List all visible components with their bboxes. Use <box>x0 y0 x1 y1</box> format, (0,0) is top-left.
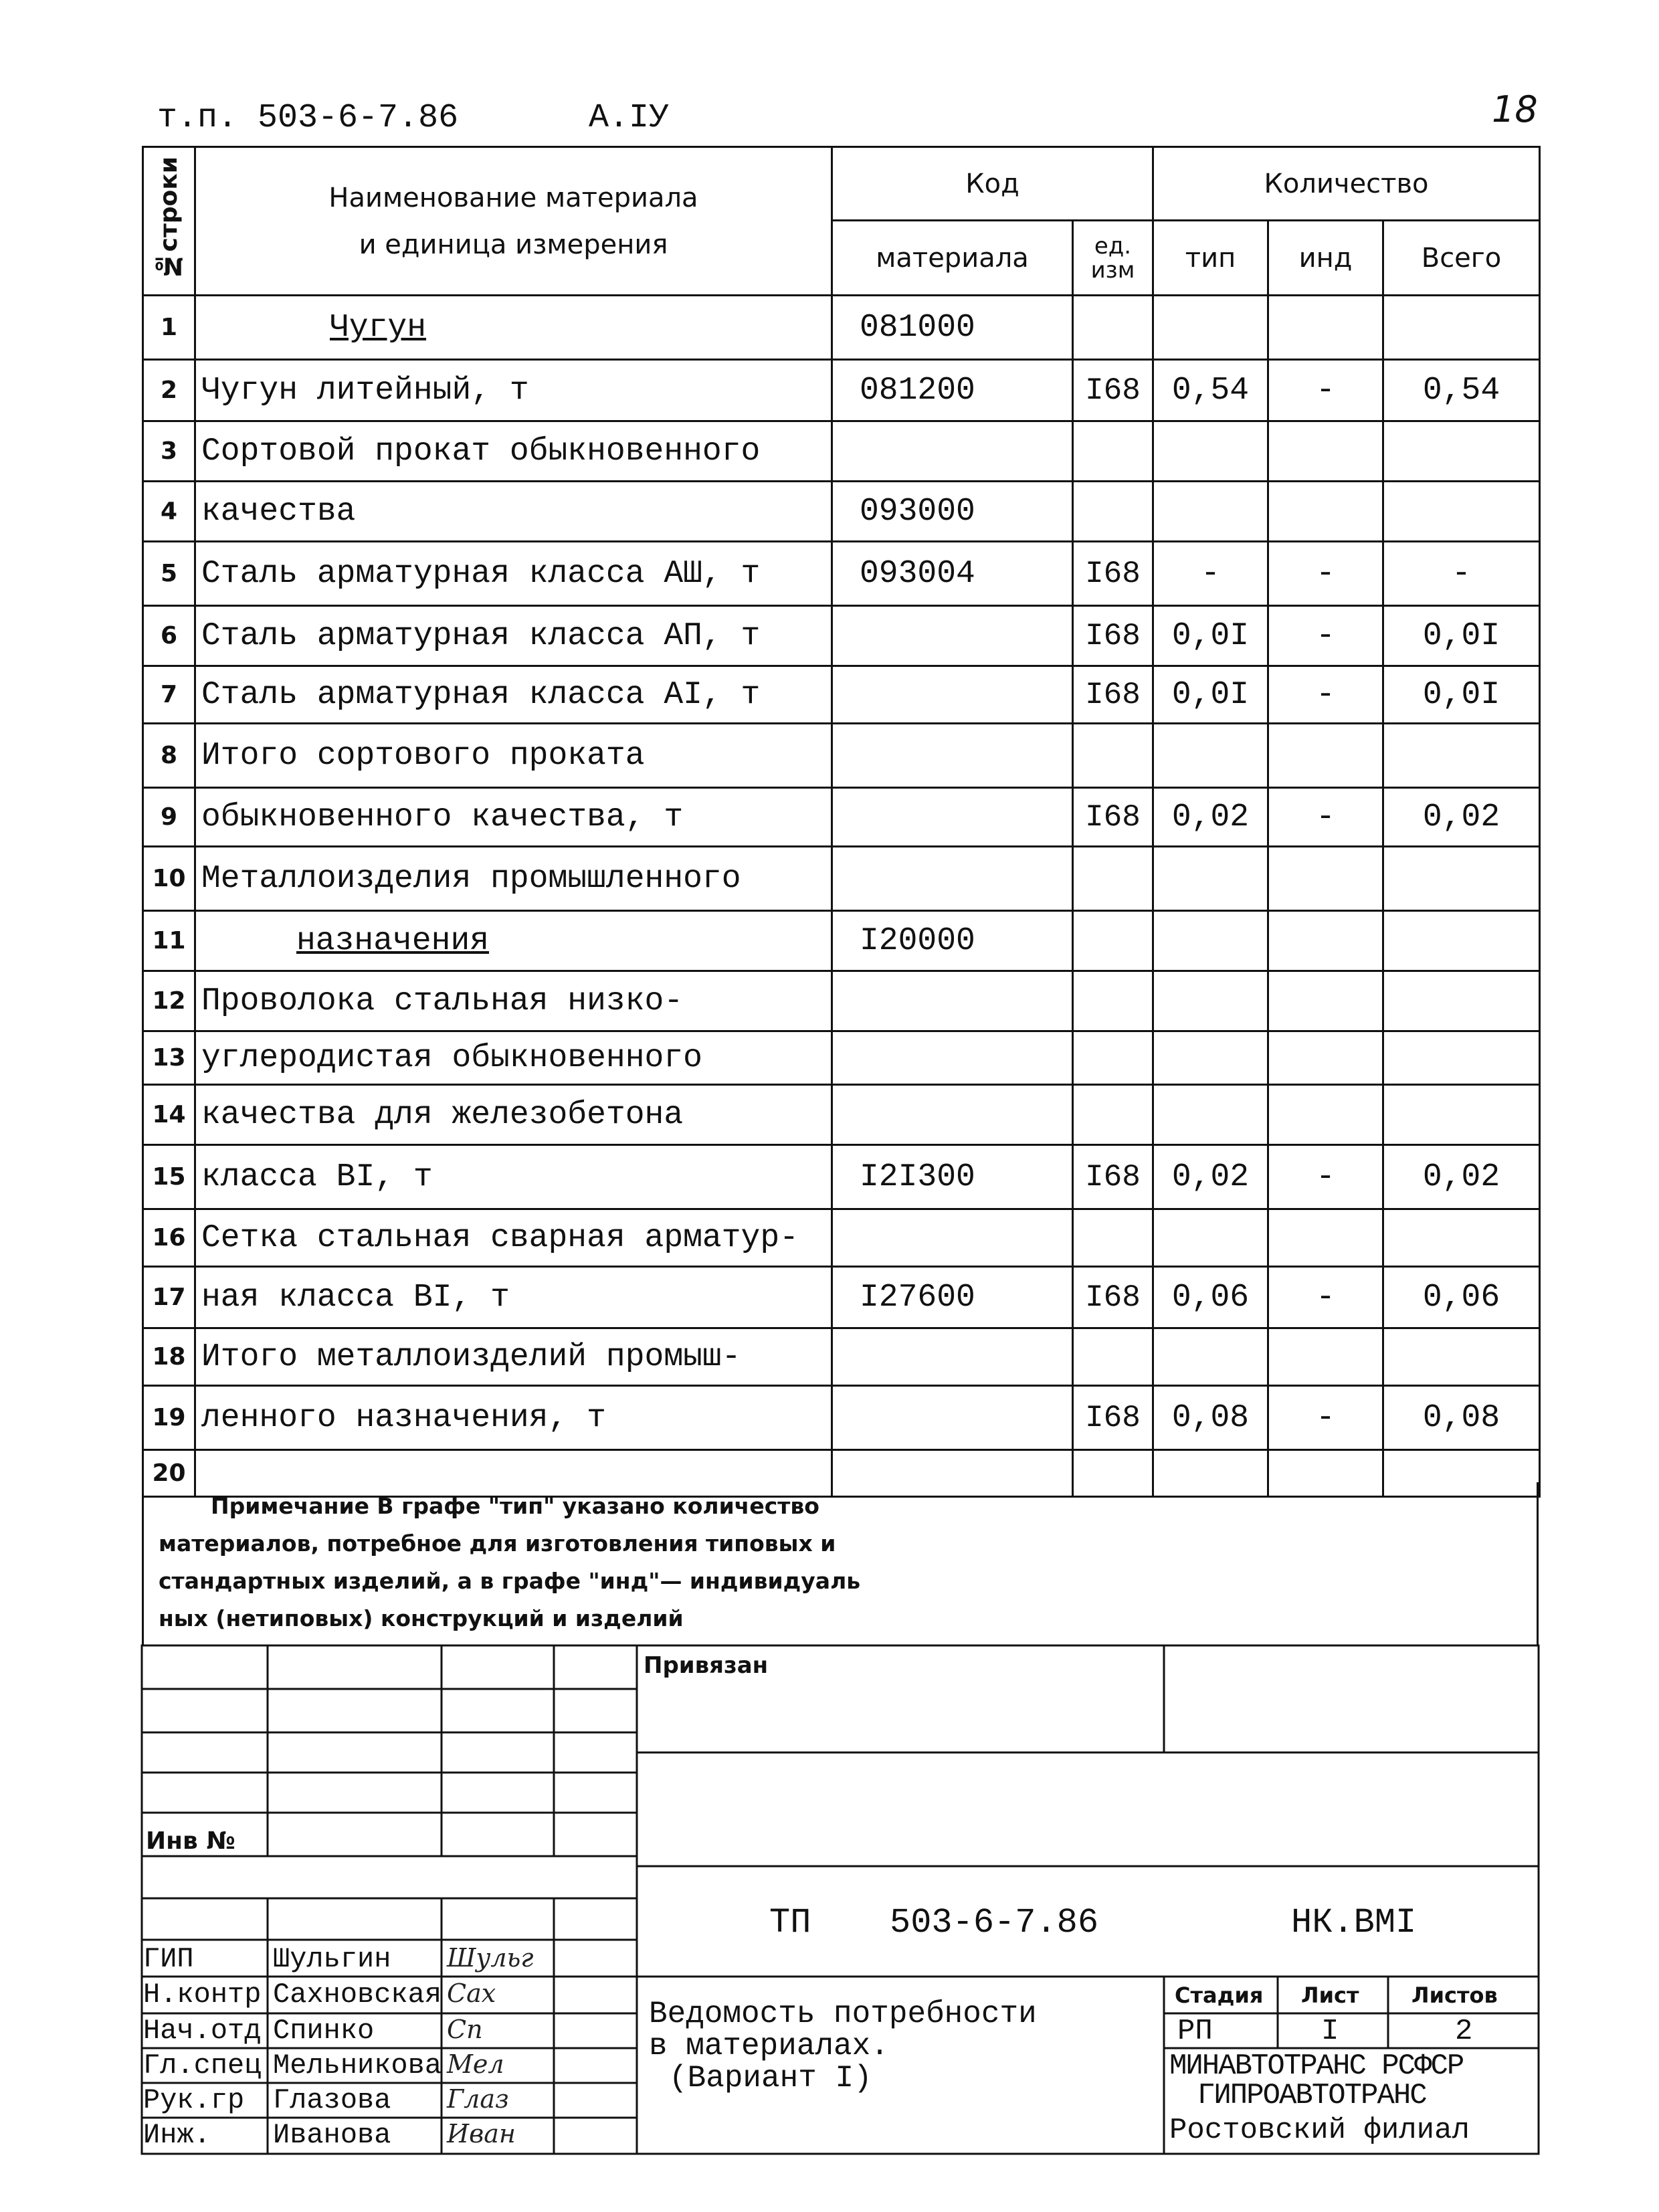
header-qty-total: Всего <box>1383 221 1540 296</box>
unit-code-cell <box>1073 971 1153 1031</box>
header-material-name <box>195 147 832 296</box>
unit-code-cell <box>1073 1085 1153 1145</box>
unit-code-cell: I68 <box>1073 606 1153 666</box>
qty-ind-cell: - <box>1268 360 1383 421</box>
qty-ind-cell: - <box>1268 666 1383 724</box>
material-name-cell: Чугун литейный, т <box>195 360 832 421</box>
material-code-cell: 081000 <box>832 296 1073 360</box>
qty-ind-cell: - <box>1268 542 1383 606</box>
org-line-3: Ростовский филиал <box>1169 2114 1470 2147</box>
signatory-signature: Мел <box>447 2049 504 2079</box>
qty-type-cell: 0,02 <box>1153 788 1268 847</box>
table-row <box>143 911 1540 971</box>
material-code-cell <box>832 1328 1073 1386</box>
doc-number: 503-6-7.86 <box>890 1903 1099 1942</box>
signatory-role: Рук.гр <box>143 2084 245 2116</box>
material-code-cell <box>832 421 1073 482</box>
signatory-role: Нач.отд <box>143 2015 262 2047</box>
doc-prefix: ТП <box>769 1903 811 1942</box>
qty-type-cell <box>1153 296 1268 360</box>
material-code-cell: 093000 <box>832 482 1073 542</box>
table-row <box>143 1031 1540 1085</box>
unit-code-cell <box>1073 1328 1153 1386</box>
signatory-signature: Шульг <box>447 1943 534 1973</box>
signatory-signature: Сах <box>447 1979 496 2008</box>
row-number-cell: 2 <box>143 360 195 421</box>
qty-type-cell <box>1153 482 1268 542</box>
document-reference: т.п. 503-6-7.86 <box>157 99 459 137</box>
note-line-4: ных (нетиповых) конструкций и изделий <box>159 1605 684 1631</box>
sheet-label: Лист <box>1301 1983 1359 2008</box>
qty-type-cell <box>1153 1209 1268 1267</box>
qty-type-cell <box>1153 724 1268 788</box>
material-code-cell <box>832 606 1073 666</box>
unit-code-cell <box>1073 421 1153 482</box>
bound-label: Привязан <box>644 1652 769 1679</box>
row-number-cell: 20 <box>143 1450 195 1497</box>
signatory-signature: Глаз <box>447 2084 509 2114</box>
qty-type-cell <box>1153 421 1268 482</box>
qty-ind-cell <box>1268 724 1383 788</box>
qty-type-cell: 0,54 <box>1153 360 1268 421</box>
table-row <box>143 724 1540 788</box>
qty-ind-cell <box>1268 1031 1383 1085</box>
materials-table <box>142 146 1541 1498</box>
qty-total-cell: 0,0I <box>1383 666 1540 724</box>
qty-total-cell: 0,06 <box>1383 1267 1540 1328</box>
material-name-cell: Сетка стальная сварная арматур- <box>195 1209 832 1267</box>
qty-ind-cell: - <box>1268 1267 1383 1328</box>
row-number-cell: 4 <box>143 482 195 542</box>
qty-ind-cell <box>1268 971 1383 1031</box>
table-row <box>143 1085 1540 1145</box>
row-number-cell: 7 <box>143 666 195 724</box>
unit-code-cell <box>1073 911 1153 971</box>
qty-ind-cell <box>1268 847 1383 911</box>
table-row <box>143 606 1540 666</box>
row-number-cell: 18 <box>143 1328 195 1386</box>
signatory-signature: Сп <box>447 2015 483 2044</box>
qty-total-cell: 0,02 <box>1383 788 1540 847</box>
signatory-name: Спинко <box>273 2015 375 2047</box>
unit-code-cell: I68 <box>1073 1267 1153 1328</box>
row-number-cell: 9 <box>143 788 195 847</box>
qty-type-cell: 0,08 <box>1153 1386 1268 1450</box>
header-name-line1: Наименование материала <box>328 182 698 213</box>
table-row <box>143 482 1540 542</box>
header-row-number: №строки <box>143 147 195 296</box>
title-line-3: (Вариант I) <box>669 2061 872 2096</box>
table-row <box>143 1145 1540 1209</box>
qty-type-cell: 0,0I <box>1153 606 1268 666</box>
material-code-cell: 093004 <box>832 542 1073 606</box>
qty-total-cell: 0,08 <box>1383 1386 1540 1450</box>
row-number-cell: 15 <box>143 1145 195 1209</box>
qty-type-cell <box>1153 911 1268 971</box>
signatory-name: Мельникова <box>273 2049 442 2082</box>
unit-code-cell <box>1073 847 1153 911</box>
note-line-1: Примечание В графе "тип" указано количество <box>211 1493 819 1519</box>
qty-ind-cell <box>1268 1085 1383 1145</box>
material-name-cell: обыкновенного качества, т <box>195 788 832 847</box>
note-box <box>142 1482 1539 1645</box>
row-number-cell: 3 <box>143 421 195 482</box>
doc-code: НК.ВМI <box>1291 1903 1417 1942</box>
material-name-cell: качества <box>195 482 832 542</box>
material-name-cell: ная класса BI, т <box>195 1267 832 1328</box>
material-name-cell: Сталь арматурная класса АП, т <box>195 606 832 666</box>
material-code-cell <box>832 788 1073 847</box>
qty-total-cell: 0,0I <box>1383 606 1540 666</box>
qty-type-cell <box>1153 847 1268 911</box>
material-code-cell <box>832 1386 1073 1450</box>
qty-type-cell: 0,02 <box>1153 1145 1268 1209</box>
stage-label: Стадия <box>1175 1983 1264 2008</box>
material-code-cell <box>832 666 1073 724</box>
title-line-1: Ведомость потребности <box>649 1997 1037 2031</box>
sheet-code: А.IУ <box>589 99 670 137</box>
note-line-2: материалов, потребное для изготовления типовых и <box>159 1530 836 1556</box>
material-code-cell <box>832 724 1073 788</box>
qty-total-cell <box>1383 847 1540 911</box>
unit-code-cell: I68 <box>1073 542 1153 606</box>
header-qty-ind: инд <box>1268 221 1383 296</box>
signatory-role: Гл.спец <box>143 2049 262 2082</box>
qty-total-cell: - <box>1383 542 1540 606</box>
qty-total-cell <box>1383 911 1540 971</box>
qty-total-cell <box>1383 1328 1540 1386</box>
qty-type-cell: 0,06 <box>1153 1267 1268 1328</box>
sheets-label: Листов <box>1411 1983 1498 2008</box>
material-code-cell: I2I300 <box>832 1145 1073 1209</box>
signatory-name: Шульгин <box>273 1943 391 1975</box>
row-number-cell: 10 <box>143 847 195 911</box>
material-name-cell: углеродистая обыкновенного <box>195 1031 832 1085</box>
header-code-unit: ед. изм <box>1073 221 1153 296</box>
row-number-cell: 12 <box>143 971 195 1031</box>
material-code-cell: I27600 <box>832 1267 1073 1328</box>
material-name-cell: Сталь арматурная класса АШ, т <box>195 542 832 606</box>
table-row <box>143 1267 1540 1328</box>
org-line-2: ГИПРОАВТОТРАНС <box>1197 2079 1426 2112</box>
material-name-cell: назначения <box>195 911 832 971</box>
qty-ind-cell <box>1268 482 1383 542</box>
table-row <box>143 542 1540 606</box>
qty-type-cell <box>1153 971 1268 1031</box>
stage-value: РП <box>1177 2015 1213 2048</box>
material-name-cell: ленного назначения, т <box>195 1386 832 1450</box>
material-code-cell <box>832 1209 1073 1267</box>
qty-total-cell <box>1383 482 1540 542</box>
table-row <box>143 847 1540 911</box>
row-number-cell: 14 <box>143 1085 195 1145</box>
row-number-cell: 6 <box>143 606 195 666</box>
row-number-cell: 1 <box>143 296 195 360</box>
row-number-cell: 5 <box>143 542 195 606</box>
row-number-cell: 19 <box>143 1386 195 1450</box>
qty-ind-cell: - <box>1268 606 1383 666</box>
row-number-cell: 17 <box>143 1267 195 1328</box>
material-name-cell: Сортовой прокат обыкновенного <box>195 421 832 482</box>
material-code-cell: 081200 <box>832 360 1073 421</box>
table-row <box>143 788 1540 847</box>
material-code-cell <box>832 847 1073 911</box>
signatory-name: Иванова <box>273 2119 391 2151</box>
sheets-value: 2 <box>1455 2015 1473 2048</box>
table-row <box>143 666 1540 724</box>
signatory-name: Глазова <box>273 2084 391 2116</box>
material-code-cell: I20000 <box>832 911 1073 971</box>
unit-code-cell: I68 <box>1073 1386 1153 1450</box>
qty-total-cell <box>1383 724 1540 788</box>
title-line-2: в материалах. <box>649 2029 889 2064</box>
unit-code-cell: I68 <box>1073 1145 1153 1209</box>
qty-total-cell <box>1383 971 1540 1031</box>
unit-code-cell: I68 <box>1073 666 1153 724</box>
row-number-cell: 11 <box>143 911 195 971</box>
header-quantity-group: Количество <box>1153 147 1540 221</box>
note-line-3: стандартных изделий, а в графе "инд"— индивидуаль <box>159 1568 861 1594</box>
inventory-number-label: Инв № <box>146 1827 235 1855</box>
unit-code-cell <box>1073 724 1153 788</box>
sheet-value: I <box>1321 2015 1339 2048</box>
unit-code-cell <box>1073 1031 1153 1085</box>
qty-type-cell <box>1153 1031 1268 1085</box>
qty-ind-cell: - <box>1268 1386 1383 1450</box>
material-name-cell: Чугун <box>195 296 832 360</box>
material-name-cell: класса BI, т <box>195 1145 832 1209</box>
material-name-cell: Металлоизделия промышленного <box>195 847 832 911</box>
page-number: 18 <box>1492 88 1538 130</box>
row-number-cell: 16 <box>143 1209 195 1267</box>
signatory-role: Н.контр <box>143 1979 262 2011</box>
signatory-signature: Иван <box>447 2119 516 2148</box>
unit-code-cell <box>1073 482 1153 542</box>
table-row <box>143 971 1540 1031</box>
qty-ind-cell <box>1268 1209 1383 1267</box>
material-name-cell: качества для железобетона <box>195 1085 832 1145</box>
unit-code-cell: I68 <box>1073 788 1153 847</box>
material-name-cell: Итого сортового проката <box>195 724 832 788</box>
header-code-group: Код <box>832 147 1153 221</box>
qty-ind-cell <box>1268 1328 1383 1386</box>
qty-type-cell: 0,0I <box>1153 666 1268 724</box>
qty-total-cell: 0,02 <box>1383 1145 1540 1209</box>
qty-ind-cell: - <box>1268 788 1383 847</box>
table-row <box>143 360 1540 421</box>
qty-ind-cell: - <box>1268 1145 1383 1209</box>
header-qty-type: тип <box>1153 221 1268 296</box>
material-code-cell <box>832 1085 1073 1145</box>
qty-ind-cell <box>1268 911 1383 971</box>
qty-total-cell <box>1383 421 1540 482</box>
qty-total-cell <box>1383 1085 1540 1145</box>
qty-type-cell <box>1153 1328 1268 1386</box>
unit-code-cell: I68 <box>1073 360 1153 421</box>
org-line-1: МИНАВТОТРАНС РСФСР <box>1169 2049 1464 2083</box>
header-code-material: материала <box>832 221 1073 296</box>
qty-total-cell <box>1383 1031 1540 1085</box>
table-row <box>143 421 1540 482</box>
table-body <box>143 296 1540 1497</box>
header-name-line2: и единица измерения <box>359 229 668 260</box>
qty-total-cell <box>1383 1209 1540 1267</box>
unit-code-cell <box>1073 1209 1153 1267</box>
table-row <box>143 296 1540 360</box>
signatory-role: ГИП <box>143 1943 194 1975</box>
unit-code-cell <box>1073 296 1153 360</box>
material-name-cell: Итого металлоизделий промыш- <box>195 1328 832 1386</box>
table-row <box>143 1328 1540 1386</box>
row-number-cell: 8 <box>143 724 195 788</box>
row-number-cell: 13 <box>143 1031 195 1085</box>
material-name-cell: Проволока стальная низко- <box>195 971 832 1031</box>
material-code-cell <box>832 1031 1073 1085</box>
table-row <box>143 1209 1540 1267</box>
signatory-role: Инж. <box>143 2119 211 2151</box>
signatory-name: Сахновская <box>273 1979 442 2011</box>
table-row <box>143 1386 1540 1450</box>
qty-ind-cell <box>1268 296 1383 360</box>
material-code-cell <box>832 971 1073 1031</box>
qty-ind-cell <box>1268 421 1383 482</box>
qty-total-cell: 0,54 <box>1383 360 1540 421</box>
qty-type-cell <box>1153 1085 1268 1145</box>
material-name-cell: Сталь арматурная класса АI, т <box>195 666 832 724</box>
qty-type-cell: - <box>1153 542 1268 606</box>
qty-total-cell <box>1383 296 1540 360</box>
